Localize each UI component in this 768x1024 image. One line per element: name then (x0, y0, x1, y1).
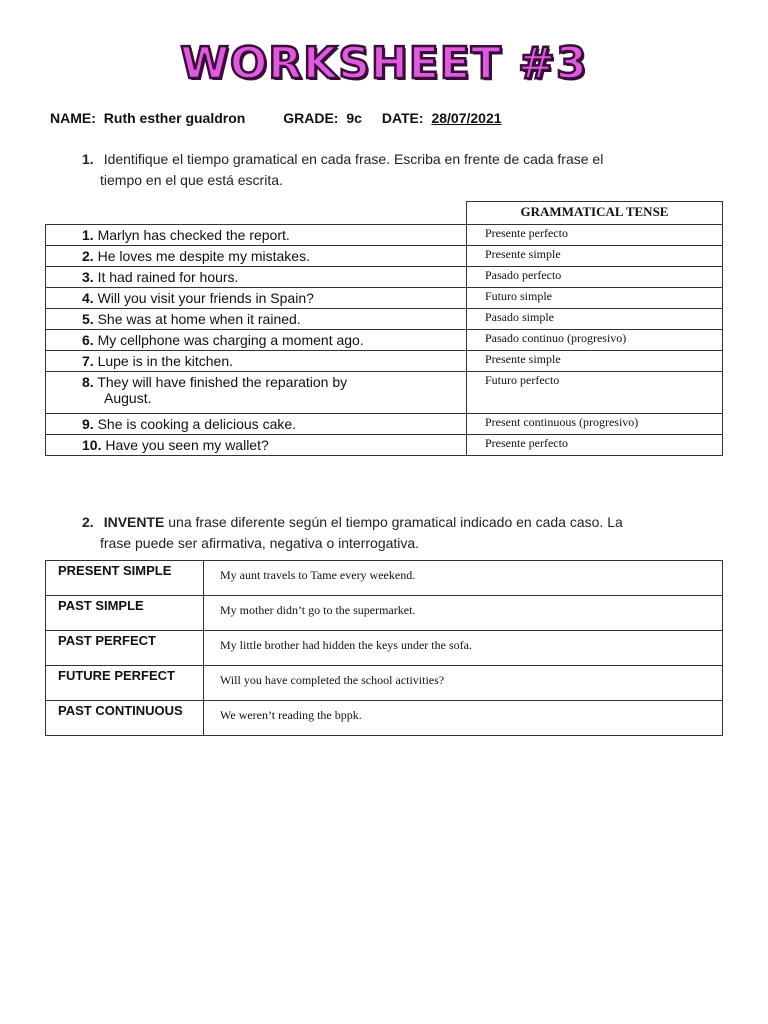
worksheet-title: WORKSHEET #3 (180, 38, 588, 89)
date-label: DATE: (381, 110, 424, 126)
tense-label: PAST PERFECT (46, 631, 204, 666)
sentence-creation-table (45, 560, 723, 736)
tense-label: PAST CONTINUOUS (46, 701, 204, 736)
row-answer: Futuro simple (467, 288, 723, 309)
table-row (46, 596, 723, 631)
table-row (46, 246, 723, 267)
section2-keyword: INVENTE (103, 514, 165, 530)
row-number: 5. (82, 311, 94, 327)
table-row (46, 330, 723, 351)
tense-identification-table (45, 201, 723, 456)
section2-instructions (82, 512, 682, 554)
row-answer: Present continuous (progresivo) (467, 414, 723, 435)
invented-sentence: My little brother had hidden the keys under the sofa. (204, 631, 723, 666)
invented-sentence: We weren’t reading the bppk. (204, 701, 723, 736)
section1-instructions (82, 149, 682, 191)
row-answer: Pasado simple (467, 309, 723, 330)
row-answer: Futuro perfecto (467, 372, 723, 414)
grammatical-tense-header: GRAMMATICAL TENSE (467, 202, 723, 225)
row-answer: Pasado continuo (progresivo) (467, 330, 723, 351)
row-answer: Presente perfecto (467, 435, 723, 456)
section1-number: 1. (82, 151, 94, 167)
table-row (46, 267, 723, 288)
student-info-line (50, 110, 506, 126)
row-number: 8. (82, 374, 94, 390)
row-answer: Presente simple (467, 246, 723, 267)
row-number: 9. (82, 416, 94, 432)
section2-instruction-line2: frase puede ser afirmativa, negativa o interrogativa. (100, 535, 420, 551)
row-number: 10. (82, 437, 102, 453)
row-sentence-continued: August. (104, 390, 152, 406)
table-row (46, 288, 723, 309)
section1-instruction-line1: Identifique el tiempo gramatical en cada frase. Escriba en frente de cada frase el (103, 151, 604, 167)
name-label: NAME: (50, 110, 96, 126)
table-row (46, 666, 723, 701)
row-sentence: Have you seen my wallet? (105, 437, 269, 453)
date-value: 28/07/2021 (431, 110, 502, 126)
table-row (46, 372, 723, 414)
row-sentence: They will have finished the reparation by (97, 374, 348, 390)
row-number: 1. (82, 227, 94, 243)
row-answer: Pasado perfecto (467, 267, 723, 288)
row-sentence: Will you visit your friends in Spain? (97, 290, 314, 306)
table-row (46, 309, 723, 330)
table-header-spacer (46, 202, 467, 225)
row-sentence: He loves me despite my mistakes. (97, 248, 310, 264)
tense-label: FUTURE PERFECT (46, 666, 204, 701)
row-number: 6. (82, 332, 94, 348)
invented-sentence: Will you have completed the school activities? (204, 666, 723, 701)
table-row (46, 561, 723, 596)
grade-label: GRADE: (283, 110, 339, 126)
row-sentence: Lupe is in the kitchen. (97, 353, 233, 369)
grade-value: 9c (346, 110, 362, 126)
table-row (46, 701, 723, 736)
row-sentence: She was at home when it rained. (97, 311, 301, 327)
row-sentence: She is cooking a delicious cake. (97, 416, 297, 432)
invented-sentence: My mother didn’t go to the supermarket. (204, 596, 723, 631)
tense-label: PAST SIMPLE (46, 596, 204, 631)
table-row (46, 414, 723, 435)
row-answer: Presente simple (467, 351, 723, 372)
row-answer: Presente perfecto (467, 225, 723, 246)
section1-instruction-line2: tiempo en el que está escrita. (100, 172, 283, 188)
row-number: 7. (82, 353, 94, 369)
table-row (46, 225, 723, 246)
name-value: Ruth esther gualdron (103, 110, 246, 126)
tense-label: PRESENT SIMPLE (46, 561, 204, 596)
section2-instruction-line1: una frase diferente según el tiempo gramatical indicado en cada caso. La (168, 514, 623, 530)
row-number: 3. (82, 269, 94, 285)
table-row (46, 631, 723, 666)
invented-sentence: My aunt travels to Tame every weekend. (204, 561, 723, 596)
table-row (46, 351, 723, 372)
row-number: 4. (82, 290, 94, 306)
section2-number: 2. (82, 514, 94, 530)
row-number: 2. (82, 248, 94, 264)
row-sentence: My cellphone was charging a moment ago. (97, 332, 364, 348)
row-sentence: It had rained for hours. (97, 269, 239, 285)
table-row (46, 435, 723, 456)
row-sentence: Marlyn has checked the report. (97, 227, 290, 243)
